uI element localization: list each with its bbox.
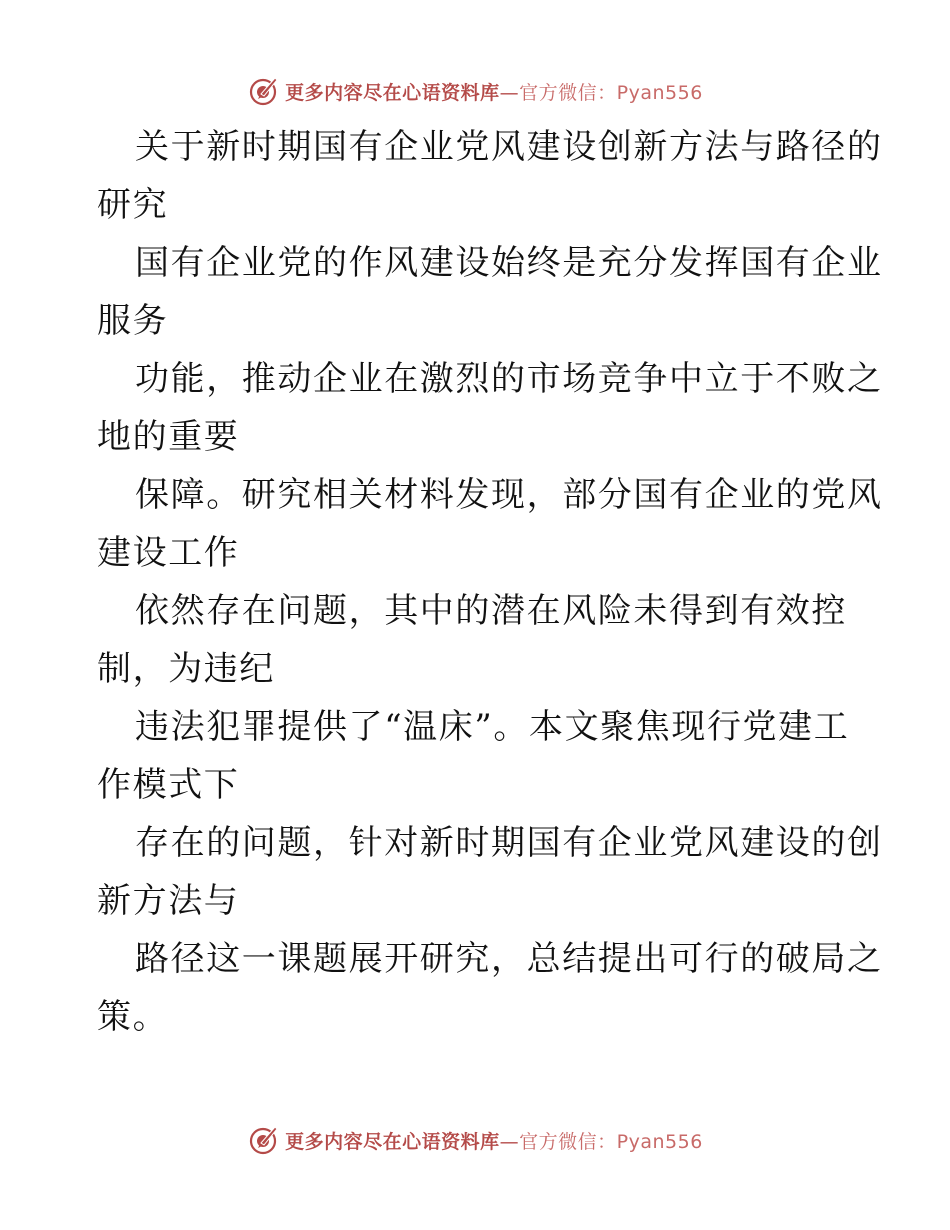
footer-banner-inner: [247, 1124, 703, 1156]
text-line: 建设工作: [97, 533, 240, 573]
quill-pen-logo-icon: [247, 1124, 279, 1156]
text-line: 国有企业党的作风建设始终是充分发挥国有企业: [135, 243, 883, 283]
text-line: 保障。研究相关材料发现，部分国有企业的党风: [135, 475, 883, 515]
text-line: 新方法与: [97, 881, 240, 921]
text-line: 存在的问题，针对新时期国有企业党风建设的创: [135, 823, 883, 863]
text-line: 功能，推动企业在激烈的市场竞争中立于不败之: [135, 359, 883, 399]
header-wechat: 官方微信：Pyan556: [519, 81, 703, 104]
text-line: 依然存在问题，其中的潜在风险未得到有效控: [135, 591, 847, 631]
text-line: 路径这一课题展开研究，总结提出可行的破局之: [135, 939, 883, 979]
footer-dash: —: [499, 1130, 520, 1153]
header-banner-inner: [247, 75, 703, 107]
footer-banner-text: [285, 1127, 703, 1154]
header-banner-text: [285, 78, 703, 105]
text-line: 关于新时期国有企业党风建设创新方法与路径的: [135, 127, 883, 167]
text-line: 服务: [97, 301, 169, 341]
footer-banner: [0, 1120, 950, 1160]
text-line: 策。: [97, 997, 169, 1037]
quill-pen-logo-icon: [247, 75, 279, 107]
text-line: 研究: [97, 185, 169, 225]
header-brand: 更多内容尽在心语资料库: [285, 81, 500, 104]
footer-wechat: 官方微信：Pyan556: [519, 1130, 703, 1153]
text-line: 作模式下: [97, 765, 240, 805]
header-dash: —: [499, 81, 520, 104]
text-line: 制，为违纪: [97, 649, 275, 689]
header-banner: [0, 71, 950, 111]
footer-brand: 更多内容尽在心语资料库: [285, 1130, 500, 1153]
text-line: 违法犯罪提供了“温床”。本文聚焦现行党建工: [135, 707, 850, 747]
document-body: [97, 118, 883, 1046]
text-line: 地的重要: [97, 417, 240, 457]
